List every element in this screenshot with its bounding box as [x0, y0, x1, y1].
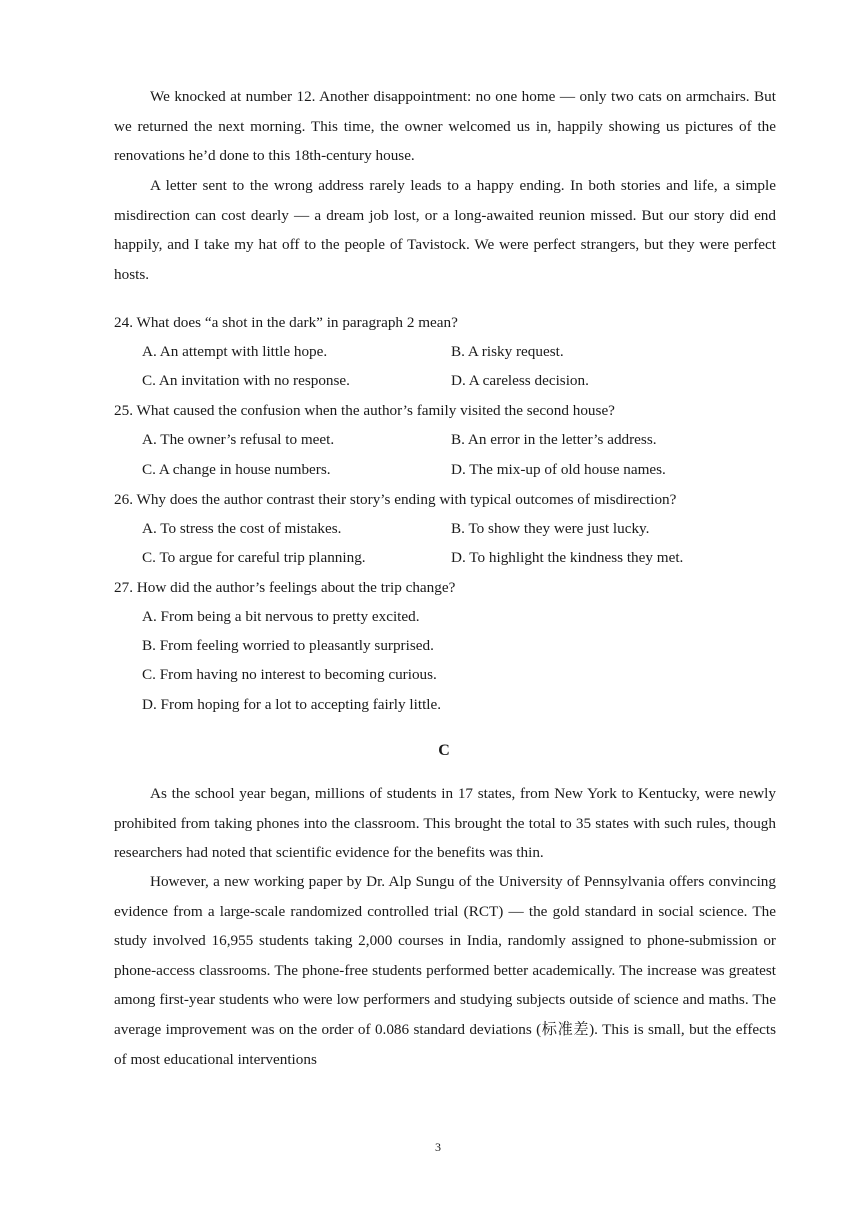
question-24-option-d: D. A careless decision. [451, 372, 589, 389]
question-25-option-b: B. An error in the letter’s address. [451, 431, 657, 448]
passage-b-paragraph-knocked: We knocked at number 12. Another disappointment: no one home — only two cats on armchairs. But we returned the next morning. This time, the owner welcomed us in, happily showing us pictures of the renovations he’d done to this 18th-century house. [114, 88, 776, 165]
question-24-option-b: B. A risky request. [451, 343, 564, 360]
question-26-stem: 26. Why does the author contrast their story’s ending with typical outcomes of misdirection? [114, 491, 677, 508]
question-26-option-c: C. To argue for careful trip planning. [142, 549, 366, 566]
passage-b-paragraph-letter: A letter sent to the wrong address rarely leads to a happy ending. In both stories and life, a simple misdirection can cost dearly — a dream job lost, or a long-awaited reunion missed. But our story did end happily, and I take my hat off to the people of Tavistock. We were perfect strangers, but they were perfect hosts. [114, 177, 776, 283]
question-27-option-c: C. From having no interest to becoming curious. [142, 666, 437, 683]
passage-c-paragraph-intro: As the school year began, millions of students in 17 states, from New York to Kentucky, were newly prohibited from taking phones into the classroom. This brought the total to 35 states with such rules, though researchers had noted that scientific evidence for the benefits was thin. [114, 785, 776, 862]
question-26-option-b: B. To show they were just lucky. [451, 520, 650, 537]
page-number: 3 [435, 1140, 441, 1154]
section-heading: C [438, 742, 450, 759]
question-25-stem: 25. What caused the confusion when the author’s family visited the second house? [114, 402, 615, 419]
question-27-option-a: A. From being a bit nervous to pretty excited. [142, 608, 420, 625]
question-24-option-c: C. An invitation with no response. [142, 372, 350, 389]
question-27-option-d: D. From hoping for a lot to accepting fairly little. [142, 696, 442, 713]
passage-c-paragraph-study: However, a new working paper by Dr. Alp Sungu of the University of Pennsylvania offers convincing evidence from a large-scale randomized controlled trial (RCT) — the gold standard in social science. The study involved 16,955 students taking 2,000 courses in India, randomly assigned to phone-submission or phone-access classrooms. The phone-free students performed better academically. The increase was greatest among first-year students who were low performers and studying subjects outside of science and maths. The average improvement was on the order of 0.086 standard deviations (标准差). This is small, but the effects of most educational interventions [114, 873, 776, 1068]
question-26-option-a: A. To stress the cost of mistakes. [142, 520, 342, 537]
question-25-option-c: C. A change in house numbers. [142, 461, 331, 478]
question-25-option-d: D. The mix-up of old house names. [451, 461, 666, 478]
question-27-option-b: B. From feeling worried to pleasantly surprised. [142, 637, 434, 654]
question-24-option-a: A. An attempt with little hope. [142, 343, 328, 360]
question-26-option-d: D. To highlight the kindness they met. [451, 549, 684, 566]
question-27-stem: 27. How did the author’s feelings about the trip change? [114, 579, 456, 596]
question-24-stem: 24. What does “a shot in the dark” in paragraph 2 mean? [114, 314, 458, 331]
question-25-option-a: A. The owner’s refusal to meet. [142, 431, 335, 448]
